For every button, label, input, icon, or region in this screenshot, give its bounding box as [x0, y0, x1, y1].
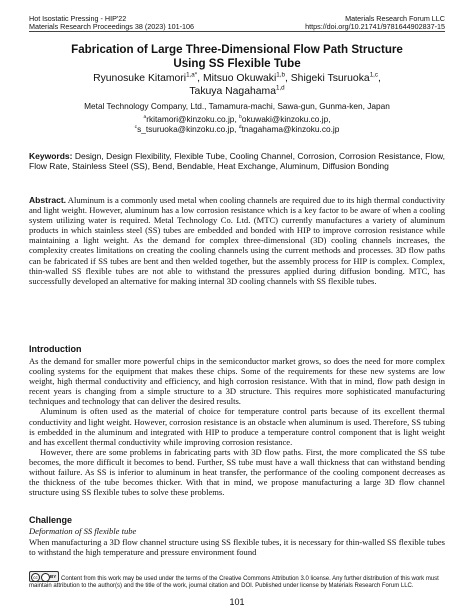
author-name: Mitsuo Okuwaki: [202, 73, 277, 84]
author-affiliation-mark: 1,a*: [186, 71, 198, 79]
email-mark: c: [134, 124, 138, 131]
keywords-label: Keywords:: [29, 151, 73, 161]
conference-name: Hot Isostatic Pressing - HIP'22: [29, 14, 127, 23]
paragraph: However, there are some problems in fabricating parts with 3D flow paths. First, the more complicated the SS tube becomes, the more difficult it becomes to bend. Further, SS tube must have a wall thickness that can withstand bending without failure. As SS is inferior to aluminum in heat transfer, the performance of the cooling component decreases as the thickness of the tube becomes thicker. With that in mind, we propose manufacturing a large 3D flow channel structure using SS flexible tubes to solve these problems.: [29, 446, 445, 498]
keywords-text: Design, Design Flexibility, Flexible Tube, Cooling Channel, Corrosion, Corrosion Resistance, Flow, Flow Rate, Stainless Steel (SS), Bend, Bendable, Heat Exchange, Aluminum, Diffusion Bonding: [29, 151, 445, 172]
license-footer: [29, 571, 445, 591]
author-affiliation-mark: 1,d: [275, 84, 285, 92]
paper-title: [29, 43, 445, 71]
author-name: Ryunosuke Kitamori: [93, 73, 187, 84]
author-list: Ryunosuke Kitamori$^{1,a*}$, Mitsuo Okuwaki$^{1,b}$, Shigeki Tsuruoka$^{1,c}$, Takuya Nagahama$^{1,d}$: [93, 71, 381, 97]
keywords-section: [29, 151, 445, 172]
cc-logo-icon: cc: [31, 573, 40, 582]
creative-commons-badge-icon[interactable]: [29, 571, 59, 582]
introduction-body: [29, 356, 445, 497]
paragraph: Aluminum is often used as the material of choice for temperature control parts because of its excellent thermal conductivity and light weight. However, corrosion resistance is an obstacle when aluminum is used. Therefore, SS tubing is embedded in the aluminum and integrated with HIP to produce a temperature control component that is light weight and has excellent thermal conductivity while improving corrosion resistance.: [29, 406, 445, 447]
email-address[interactable]: rkitamori@kinzoku.co.jp: [146, 114, 235, 124]
email-mark: b: [239, 114, 242, 121]
publisher-name: Materials Research Forum LLC: [345, 14, 445, 23]
author-affiliation-mark: 1,b: [276, 71, 285, 79]
introduction-heading: Introduction: [29, 344, 82, 354]
author-name: Shigeki Tsuruoka: [290, 73, 370, 84]
doi-link[interactable]: https://doi.org/10.21741/9781644902837-15: [305, 22, 445, 31]
email-mark: d: [238, 124, 242, 131]
attribution-person-icon: [41, 573, 50, 582]
paragraph: When manufacturing a 3D flow channel structure using SS flexible tubes, it is necessary for thin-walled SS flexible tubes to withstand the high temperature and pressure environment found: [29, 537, 445, 558]
paragraph: As the demand for smaller more powerful chips in the semiconductor market grows, so does the need for more complex cooling systems for the equipment that makes these chips. Some of the requirements for these new systems are low weight, high thermal conductivity and efficiency, and high corrosion resistance. With that in mind, flow path design in recent years is changing from a simple structure to a 3D structure. This requires more sophisticated manufacturing techniques and technology that can deliver the desired results.: [29, 356, 445, 407]
challenge-subheading: Deformation of SS flexible tube: [29, 526, 137, 536]
author-affiliation-mark: 1,c: [369, 71, 379, 79]
abstract-label: Abstract.: [29, 195, 67, 205]
challenge-heading: Challenge: [29, 515, 73, 525]
license-text: Content from this work may be used under the terms of the Creative Commons Attribution 3.0 license. Any further distribution of this work must maintain attribution to the author(s) and the title of the work, journal citation and DOI. Published under license by Materials Research Forum LLC.: [29, 576, 439, 590]
email-address[interactable]: tnagahama@kinzoku.co.jp: [241, 124, 340, 134]
title-line-1: Fabrication of Large Three-Dimensional Flow Path Structure: [71, 43, 403, 56]
email-address[interactable]: s_tsuruoka@kinzoku.co.jp: [137, 124, 235, 134]
proceedings-citation: Materials Research Proceedings 38 (2023) 101-106: [29, 22, 195, 31]
author-name: Takuya Nagahama: [189, 86, 276, 97]
email-mark: a: [143, 114, 147, 121]
cc-by-label: BY: [50, 574, 57, 579]
abstract-section: [29, 195, 445, 286]
affiliation: Metal Technology Company, Ltd., Tamamura-machi, Sawa-gun, Gunma-ken, Japan: [84, 101, 390, 111]
title-line-2: Using SS Flexible Tube: [173, 57, 301, 70]
challenge-body: [29, 537, 445, 557]
page-number: 101: [229, 597, 245, 607]
abstract-text: Aluminum is a commonly used metal when cooling channels are required due to its high thermal conductivity and light weight. However, aluminum has a low corrosion resistance which is a key factor to be aware of when a cooling system utilizing water is required. Metal Technology Co. Ltd. (MTC) currently manufactures a variety of aluminum products in which stainless steel (SS) tubes are embedded and bonded with HIP to improve corrosion resistance while maintaining a light weight. As the demand for complex three-dimensional (3D) cooling channels increases, the complexity creates limitations on creating the cooling channels using the current methods and processes. 3D flow paths can be fabricated if SS tubes are bent and then welded together, but the assembly process for HIP is complex. Complex, thin-walled SS flexible tubes are not able to withstand the pressures applied during diffusion bonding. MTC, has successfully developed an alternative for making internal 3D cooling channels with SS flexible tubes.: [29, 195, 445, 286]
header-divider: [29, 31, 445, 32]
author-emails: $^a$rkitamori@kinzoku.co.jp, $^b$okuwaki@kinzoku.co.jp, $^c$s_tsuruoka@kinzoku.co.jp, $^d$tnagahama@kinzoku.co.jp: [134, 114, 340, 134]
email-address[interactable]: okuwaki@kinzoku.co.jp: [241, 114, 329, 124]
